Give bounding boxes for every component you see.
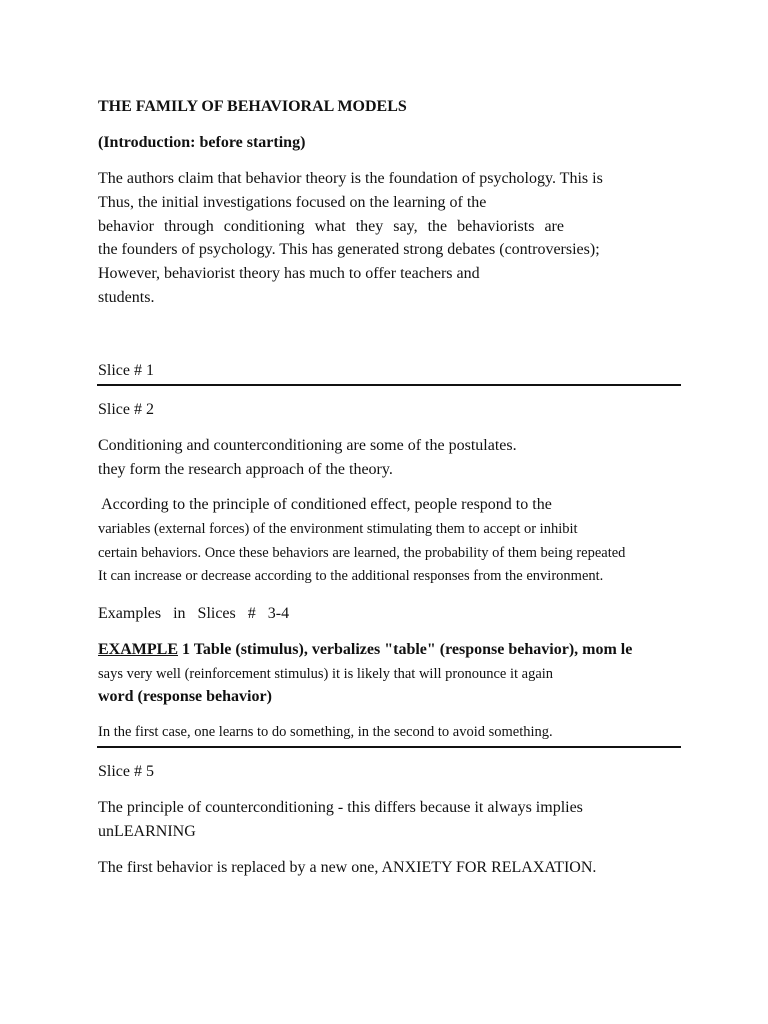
conditioning-line: Conditioning and counterconditioning are some of the postulates. bbox=[98, 437, 517, 454]
counterconditioning-line: The principle of counterconditioning - this differs because it always implies bbox=[98, 799, 583, 816]
cases-line: In the first case, one learns to do something, in the second to avoid something. bbox=[98, 724, 553, 740]
principle-line: It can increase or decrease according to the additional responses from the environment. bbox=[98, 568, 604, 584]
intro-line: students. bbox=[98, 289, 155, 306]
conditioning-line: they form the research approach of the theory. bbox=[98, 461, 393, 478]
intro-line: The authors claim that behavior theory is the foundation of psychology. This is bbox=[98, 170, 603, 187]
intro-line: However, behaviorist theory has much to offer teachers and bbox=[98, 265, 480, 282]
example-label: EXAMPLE bbox=[98, 641, 178, 658]
intro-line: the founders of psychology. This has generated strong debates (controversies); bbox=[98, 241, 600, 258]
section-divider bbox=[97, 384, 681, 386]
examples-heading: Examples in Slices # 3-4 bbox=[98, 605, 290, 622]
example-line: word (response behavior) bbox=[98, 688, 272, 705]
replacement-line: The first behavior is replaced by a new one, ANXIETY FOR RELAXATION. bbox=[98, 859, 597, 876]
example-line bbox=[98, 640, 632, 660]
principle-line: variables (external forces) of the environment stimulating them to accept or inhibit bbox=[98, 521, 578, 537]
document-subtitle: (Introduction: before starting) bbox=[98, 134, 306, 151]
principle-line: According to the principle of conditioned effect, people respond to the bbox=[98, 496, 552, 513]
example-line: says very well (reinforcement stimulus) it is likely that will pronounce it again bbox=[98, 666, 554, 682]
slice-5-heading: Slice # 5 bbox=[98, 763, 154, 780]
example-line-rest: 1 Table (stimulus), verbalizes "table" (response behavior), mom le bbox=[178, 641, 633, 658]
slice-1-heading: Slice # 1 bbox=[98, 362, 154, 379]
intro-line: Thus, the initial investigations focused on the learning of the bbox=[98, 194, 487, 211]
counterconditioning-line: unLEARNING bbox=[98, 823, 196, 840]
section-divider bbox=[97, 746, 681, 748]
slice-2-heading: Slice # 2 bbox=[98, 401, 154, 418]
principle-line: certain behaviors. Once these behaviors are learned, the probability of them being repeated bbox=[98, 545, 626, 561]
document-title: THE FAMILY OF BEHAVIORAL MODELS bbox=[98, 98, 407, 115]
intro-line: behavior through conditioning what they say, the behaviorists are bbox=[98, 218, 564, 235]
